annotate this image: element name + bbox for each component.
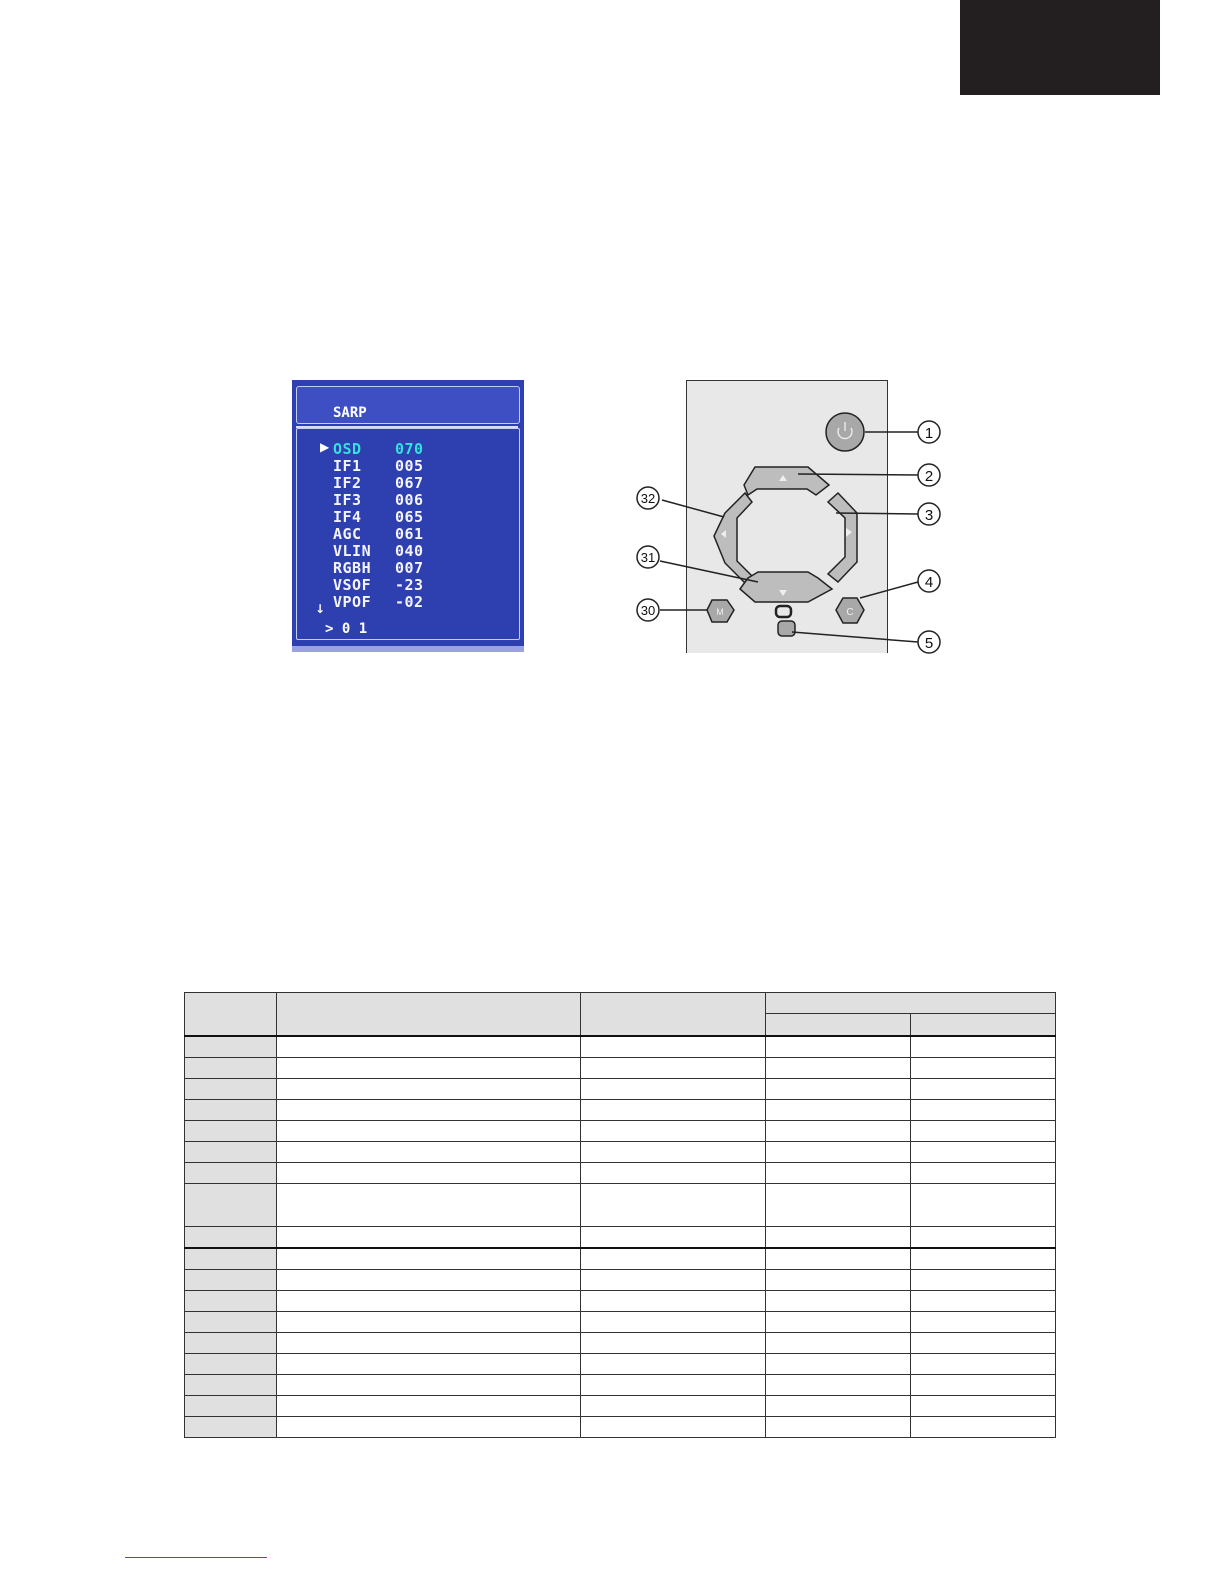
header-cell <box>185 993 277 1037</box>
down-arrow-icon: ↓ <box>315 602 326 616</box>
header-cell <box>766 1014 911 1037</box>
table-row <box>185 1036 1056 1058</box>
osd-row-vlin: VLIN 040 <box>333 542 424 560</box>
header-cell <box>911 1014 1056 1037</box>
callout-2-label: 2 <box>924 468 934 485</box>
tv-av-icon <box>776 606 791 617</box>
right-button[interactable] <box>828 493 857 582</box>
table-row <box>185 1333 1056 1354</box>
header-cell <box>580 993 766 1037</box>
callout-5-label: 5 <box>924 635 934 652</box>
table-row <box>185 1184 1056 1227</box>
osd-row-if1: IF1 005 <box>333 457 424 475</box>
table-row <box>185 1079 1056 1100</box>
table-row <box>185 1354 1056 1375</box>
tv-av-button[interactable] <box>778 621 795 636</box>
callout-1-label: 1 <box>924 425 934 442</box>
osd-row-if3: IF3 006 <box>333 491 424 509</box>
header-cell <box>766 993 1056 1014</box>
osd-row-osd: OSD 070 <box>333 440 424 458</box>
table-row <box>185 1291 1056 1312</box>
menu-button-label: M <box>716 607 724 617</box>
osd-footer: > 0 1 <box>325 621 368 637</box>
power-button[interactable] <box>826 413 864 451</box>
down-button[interactable] <box>740 572 832 602</box>
osd-row-vsof: VSOF -23 <box>333 576 424 594</box>
table-header-row <box>185 993 1056 1014</box>
callout-32-label: 32 <box>640 491 656 506</box>
table-row <box>185 1396 1056 1417</box>
table-row <box>185 1248 1056 1270</box>
table-row <box>185 1142 1056 1163</box>
osd-bottom-strip <box>292 646 524 652</box>
osd-row-rgbh: RGBH 007 <box>333 559 424 577</box>
pointer-arrow-icon: ▶ <box>320 440 330 454</box>
table-row <box>185 1312 1056 1333</box>
callout-3-label: 3 <box>924 507 934 524</box>
left-button[interactable] <box>714 493 752 583</box>
adjustment-table <box>184 992 1056 1438</box>
footer-link-underline[interactable] <box>125 1557 267 1558</box>
table-row <box>185 1417 1056 1438</box>
osd-row-if2: IF2 067 <box>333 474 424 492</box>
osd-row-vpof: VPOF -02 <box>333 593 424 611</box>
table-row <box>185 1227 1056 1249</box>
control-panel-drawing <box>600 370 960 660</box>
c-button-label: C <box>846 607 854 618</box>
osd-row-agc: AGC 061 <box>333 525 424 543</box>
table-row <box>185 1375 1056 1396</box>
callout-31-label: 31 <box>640 550 656 565</box>
table-row <box>185 1121 1056 1142</box>
osd-brand: SARP <box>333 405 367 421</box>
callout-4-label: 4 <box>924 574 934 591</box>
header-cell <box>276 993 580 1037</box>
table-row <box>185 1058 1056 1079</box>
table-row <box>185 1270 1056 1291</box>
corner-tab-block <box>960 0 1160 95</box>
callout-30-label: 30 <box>640 603 656 618</box>
table-row <box>185 1100 1056 1121</box>
table-row <box>185 1163 1056 1184</box>
osd-row-if4: IF4 065 <box>333 508 424 526</box>
osd-header <box>296 386 520 424</box>
